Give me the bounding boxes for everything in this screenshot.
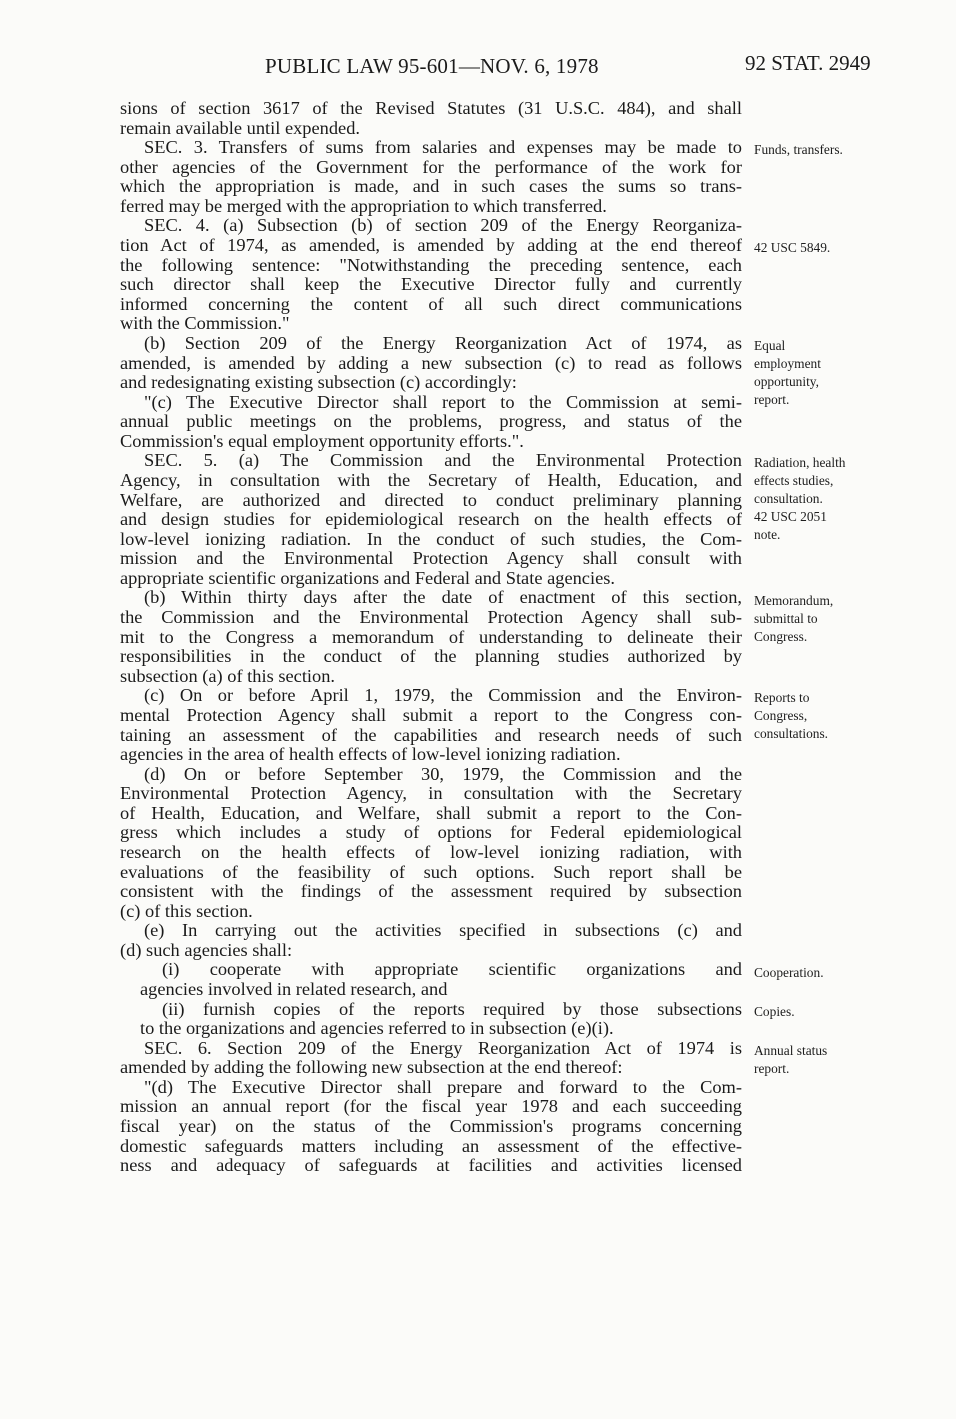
text-line: mission and the Environmental Protection Agency shall consult with (120, 548, 742, 569)
margin-note-line: Equal (754, 337, 786, 353)
margin-note-line: Cooperation. (754, 964, 824, 980)
margin-note-line: Congress, (754, 708, 808, 724)
text-line: mental Protection Agency shall submit a report to the Congress con- (120, 704, 742, 725)
text-line: SEC. 5. (a) The Commission and the Environmental Protection (144, 450, 742, 471)
text-line: Commission's equal employment opportunity efforts.". (120, 430, 524, 451)
margin-note-line: Memorandum, (754, 592, 834, 608)
text-line: (i) cooperate with appropriate scientific organizations and (162, 959, 742, 980)
text-line: (d) such agencies shall: (120, 939, 293, 960)
margin-note (754, 964, 944, 982)
text-line: gress which includes a study of options for Federal epidemiological (120, 822, 742, 843)
text-line: amended, is amended by adding a new subsection (c) to read as follows (120, 352, 742, 373)
text-line: the Commission and the Environmental Protection Agency shall sub- (120, 607, 742, 628)
text-line: informed concerning the content of all such direct communications (120, 293, 742, 314)
margin-note (754, 141, 944, 159)
text-line: low-level ionizing radiation. In the conduct of such studies, the Com- (120, 528, 742, 549)
text-line: taining an assessment of the capabilities and research needs of such (120, 724, 742, 745)
text-line: (c) of this section. (120, 900, 253, 921)
margin-note-line: consultation. (754, 491, 823, 507)
margin-note-line: opportunity, (754, 373, 819, 389)
text-line: mit to the Congress a memorandum of understanding to delineate their (120, 626, 742, 647)
text-line: consistent with the findings of the assessment required by subsection (120, 881, 742, 902)
text-line: SEC. 3. Transfers of sums from salaries and expenses may be made to (144, 137, 742, 158)
margin-note-line: Congress. (754, 628, 808, 644)
text-line: ferred may be merged with the appropriation to which transferred. (120, 195, 607, 216)
text-line: amended by adding the following new subsection at the end thereof: (120, 1057, 623, 1078)
text-line: (c) On or before April 1, 1979, the Commission and the Environ- (144, 685, 742, 706)
text-line: ness and adequacy of safeguards at facilities and activities licensed (120, 1155, 742, 1176)
text-line: other agencies of the Government for the performance of the work for (120, 156, 742, 177)
text-line: with the Commission." (120, 313, 290, 334)
page-header-stat-reference: 92 STAT. 2949 (745, 51, 871, 75)
text-line: sions of section 3617 of the Revised Statutes (31 U.S.C. 484), and shall (120, 98, 742, 118)
text-line: fiscal year) on the status of the Commission's programs concerning (120, 1116, 742, 1137)
margin-note-line: Annual status (754, 1042, 828, 1058)
text-line: (b) Section 209 of the Energy Reorganization Act of 1974, as (144, 332, 742, 353)
text-line: Agency, in consultation with the Secretary of Health, Education, and (120, 469, 742, 490)
text-line: such director shall keep the Executive Director fully and currently (120, 274, 742, 295)
text-line: SEC. 4. (a) Subsection (b) of section 209 of the Energy Reorganiza- (144, 215, 742, 236)
margin-note-line: report. (754, 1060, 790, 1076)
text-line: research on the health effects of low-level ionizing radiation, with (120, 841, 742, 862)
text-line: which the appropriation is made, and in such cases the sums so trans- (120, 176, 742, 197)
text-line: (d) On or before September 30, 1979, the Commission and the (144, 763, 742, 784)
margin-note-line: 42 USC 5849. (754, 240, 831, 256)
margin-note (754, 592, 944, 646)
text-line: subsection (a) of this section. (120, 665, 336, 686)
text-line: Environmental Protection Agency, in consultation with the Secretary (120, 783, 742, 804)
text-line: mission an annual report (for the fiscal year 1978 and each succeeding (120, 1096, 742, 1117)
margin-note-line: effects studies, (754, 473, 834, 489)
margin-note-line: Copies. (754, 1003, 795, 1019)
text-line: of Health, Education, and Welfare, shall submit a report to the Con- (120, 802, 742, 823)
margin-note (754, 454, 944, 544)
text-line: (b) Within thirty days after the date of enactment of this section, (144, 587, 742, 608)
text-line: evaluations of the feasibility of such options. Such report shall be (120, 861, 742, 882)
margin-note (754, 1042, 944, 1078)
margin-note-line: submittal to (754, 610, 818, 626)
text-line: Welfare, are authorized and directed to conduct preliminary planning (120, 489, 742, 510)
margin-note-line: Reports to (754, 690, 810, 706)
margin-note (754, 239, 944, 257)
text-line: remain available until expended. (120, 117, 361, 138)
text-line: (e) In carrying out the activities specified in subsections (c) and (144, 920, 742, 941)
margin-note-line: report. (754, 391, 790, 407)
page-header-title: PUBLIC LAW 95-601—NOV. 6, 1978 (265, 54, 599, 78)
margin-note-line: Radiation, health (754, 455, 846, 471)
text-line: the following sentence: "Notwithstanding the preceding sentence, each (120, 254, 742, 275)
margin-note (754, 689, 944, 743)
text-line: (ii) furnish copies of the reports required by those subsections (162, 998, 742, 1019)
margin-note-line: employment (754, 355, 821, 371)
text-line: "(c) The Executive Director shall report to the Commission at semi- (144, 391, 742, 412)
text-line: responsibilities in the conduct of the planning studies authorized by (120, 646, 742, 667)
margin-note-line: note. (754, 527, 781, 543)
margin-note-line: Funds, transfers. (754, 142, 843, 158)
text-line: agencies in the area of health effects of low-level ionizing radiation. (120, 744, 621, 765)
text-line: tion Act of 1974, as amended, is amended by adding at the end thereof (120, 235, 742, 256)
statute-body-text (120, 99, 742, 1176)
text-line: agencies involved in related research, and (140, 979, 448, 1000)
text-line: appropriate scientific organizations and Federal and State agencies. (120, 567, 615, 588)
text-line: SEC. 6. Section 209 of the Energy Reorganization Act of 1974 is (144, 1037, 742, 1058)
text-line: "(d) The Executive Director shall prepare and forward to the Com- (144, 1076, 742, 1097)
margin-note-line: consultations. (754, 726, 829, 742)
text-line: to the organizations and agencies referred to in subsection (e)(i). (140, 1018, 614, 1039)
margin-note (754, 337, 944, 409)
text-line: and design studies for epidemiological research on the health effects of (120, 509, 742, 530)
text-line: domestic safeguards matters including an assessment of the effective- (120, 1135, 742, 1156)
margin-note-line: 42 USC 2051 (754, 509, 827, 525)
text-line: annual public meetings on the problems, progress, and status of the (120, 411, 742, 432)
text-line: and redesignating existing subsection (c) accordingly: (120, 372, 517, 393)
margin-note (754, 1003, 944, 1021)
